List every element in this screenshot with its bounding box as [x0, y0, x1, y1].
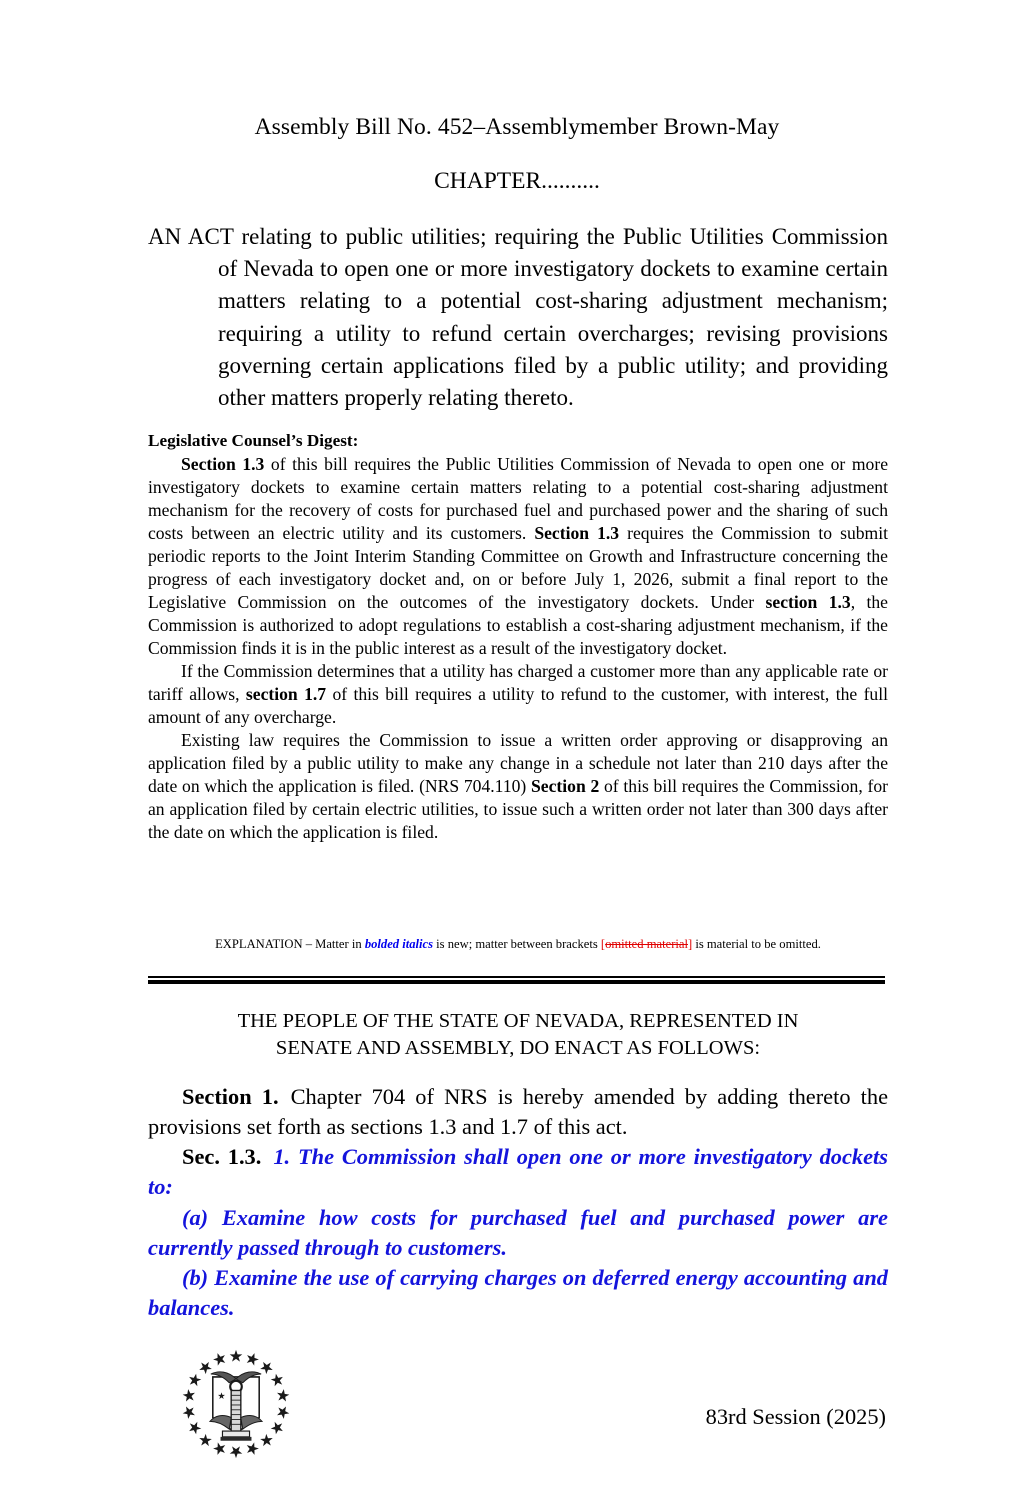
enacting-clause-line-1: THE PEOPLE OF THE STATE OF NEVADA, REPRESENTED IN [237, 1010, 799, 1032]
an-act-body: relating to public utilities; requiring the Public Utilities Commission of Nevada to open one or more investigatory dockets to examine certain matters relating to a potential cost-sharing adjustment mechanism; requiring a utility to refund certain overcharges; revising provisions governing certain applications filed by a public utility; and providing other matters properly relating thereto. [218, 224, 888, 410]
digest-paragraph-2 [148, 660, 888, 729]
explanation-middle: is new; matter between brackets [433, 937, 601, 951]
digest-p3-text-a: Existing law requires the Commission to issue a written order approving or disapproving an application filed by a public utility to make any change in a schedule not later than 210 days after the date on which the application is filed. (NRS 704.110) [148, 729, 888, 796]
chapter-line: CHAPTER.......... [434, 168, 600, 194]
explanation-bracket-close: ] [687, 937, 693, 951]
section-1-label: Section 1. [182, 1084, 279, 1109]
session-footer: 83rd Session (2025) [705, 1404, 886, 1429]
section-1-3-new-text: 1. The Commission shall open one or more investigatory dockets to: [148, 1144, 888, 1200]
section-1-3-label: Sec. 1.3. [182, 1144, 262, 1170]
explanation-omitted-matter: omitted material [605, 937, 688, 951]
digest-paragraph-3 [148, 729, 888, 844]
digest-p2-bold-a: section 1.7 [245, 683, 327, 704]
explanation-prefix: EXPLANATION – Matter in [215, 937, 365, 951]
digest-heading: Legislative Counsel’s Digest: [148, 431, 359, 450]
nevada-state-seal-icon [178, 1346, 294, 1462]
digest-paragraph-1 [148, 453, 888, 660]
rule-thick [148, 980, 885, 984]
explanation-bracket-open: [ [600, 937, 606, 951]
double-rule-divider [148, 976, 885, 984]
enacting-clause [148, 1008, 888, 1063]
digest-p1-text-b: requires the Commission to submit periodic reports to the Joint Interim Standing Committee on Growth and Infrastructure concerning the progress of each investigatory docket and, on or before July 1, 2026, submit a final report to the Legislative Commission on the outcomes of the investigatory dockets. Under [148, 523, 889, 613]
digest-p3-bold-a: Section 2 [531, 775, 600, 796]
section-1-3-paragraph [148, 1142, 888, 1202]
legislative-counsel-digest [148, 430, 888, 844]
digest-p1-text-c: , the Commission is authorized to adopt regulations to establish a cost-sharing adjustment mechanism, if the Commission finds it is in the public interest as a result of the investigatory docket. [148, 592, 888, 659]
subsection-b-new-text: (b) Examine the use of carrying charges on deferred energy accounting and balances. [148, 1264, 888, 1320]
bill-title: Assembly Bill No. 452–Assemblymember Brown-May [254, 114, 780, 140]
subsection-b-paragraph [148, 1263, 888, 1323]
digest-p2-text-a: If the Commission determines that a utility has charged a customer more than any applicable rate or tariff allows, [148, 661, 888, 704]
subsection-a-new-text: (a) Examine how costs for purchased fuel and purchased power are currently passed through to customers. [148, 1204, 888, 1260]
section-1-text: Chapter 704 of NRS is hereby amended by adding thereto the provisions set forth as sections 1.3 and 1.7 of this act. [148, 1084, 889, 1140]
subsection-a-paragraph [148, 1203, 888, 1263]
explanation-suffix: is material to be omitted. [692, 937, 821, 951]
section-1-paragraph [148, 1082, 888, 1142]
explanation-new-matter: bolded italics [364, 937, 434, 951]
bill-body [148, 1082, 888, 1323]
digest-p1-text-a: of this bill requires the Public Utilities Commission of Nevada to open one or more investigatory dockets to examine certain matters relating to a potential cost-sharing adjustment mechanism for the recovery of costs for purchased fuel and purchased power and the sharing of such costs between an electric utility and its customers. [148, 454, 889, 544]
an-act-label: AN ACT [148, 224, 234, 249]
digest-p1-lead-bold: Section 1.3 [181, 454, 265, 475]
digest-p3-text-b: of this bill requires the Commission, for an application filed by certain electric utilities, to issue such a written order not later than 300 days after the date on which the application is filed. [148, 775, 888, 842]
digest-p2-text-b: of this bill requires a utility to refund to the customer, with interest, the full amount of any overcharge. [148, 683, 888, 727]
an-act-clause [148, 221, 888, 414]
digest-p1-bold-b: Section 1.3 [534, 523, 620, 544]
enacting-clause-line-2: SENATE AND ASSEMBLY, DO ENACT AS FOLLOWS: [275, 1037, 761, 1060]
digest-p1-bold-c: section 1.3 [765, 592, 851, 613]
explanation-note [148, 936, 888, 952]
